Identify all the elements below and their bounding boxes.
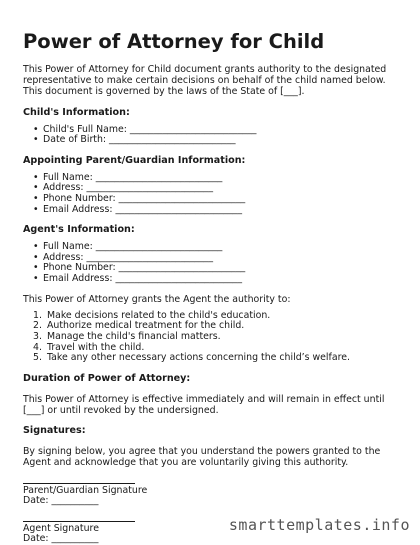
document-title: Power of Attorney for Child bbox=[23, 30, 325, 53]
list-text: Take any other necessary actions concerning the child’s welfare. bbox=[46, 352, 350, 364]
signature-line bbox=[23, 483, 135, 484]
agent-info-heading: Agent's Information: bbox=[23, 224, 135, 236]
list-item: • Full Name: ___________________________ bbox=[33, 173, 395, 184]
list-number: 2. bbox=[33, 320, 42, 332]
parent-info-list bbox=[23, 173, 395, 215]
document-page bbox=[23, 30, 395, 545]
list-text: Make decisions related to the child's education. bbox=[46, 309, 271, 321]
list-number: 4. bbox=[33, 341, 42, 353]
list-number: 1. bbox=[33, 309, 42, 321]
agent-signature-label: Agent Signature bbox=[23, 522, 99, 534]
watermark: smarttemplates.info bbox=[228, 516, 410, 534]
signatures-heading: Signatures: bbox=[23, 425, 86, 437]
list-item: • Child's Full Name: ___________________________ bbox=[33, 125, 395, 136]
list-number: 5. bbox=[33, 352, 42, 364]
parent-date-label: Date: __________ bbox=[23, 495, 99, 507]
list-item: • Phone Number: ___________________________ bbox=[33, 194, 395, 205]
parent-signature-label: Parent/Guardian Signature bbox=[23, 484, 148, 496]
child-info-heading: Child's Information: bbox=[23, 106, 130, 118]
list-item: • Email Address: ___________________________ bbox=[33, 274, 395, 285]
list-item: • Address: ___________________________ bbox=[33, 183, 395, 194]
list-item: • Full Name: ___________________________ bbox=[33, 242, 395, 253]
agent-info-list bbox=[23, 242, 395, 284]
list-number: 3. bbox=[33, 330, 42, 342]
list-text: Manage the child's financial matters. bbox=[46, 330, 221, 342]
duration-paragraph: This Power of Attorney is effective immediately and will remain in effect until [___] or until revoked by the undersigned. bbox=[23, 393, 385, 416]
parent-info-heading: Appointing Parent/Guardian Information: bbox=[23, 154, 246, 166]
signature-line bbox=[23, 521, 135, 522]
list-item: • Email Address: ___________________________ bbox=[33, 205, 395, 216]
list-text: Authorize medical treatment for the child. bbox=[46, 320, 245, 332]
duration-heading: Duration of Power of Attorney: bbox=[23, 372, 191, 384]
list-item: • Phone Number: ___________________________ bbox=[33, 263, 395, 274]
list-item: • Address: ___________________________ bbox=[33, 253, 395, 264]
list-item: • Date of Birth: ___________________________ bbox=[33, 135, 395, 146]
agent-date-label: Date: __________ bbox=[23, 533, 99, 545]
intro-paragraph: This Power of Attorney for Child document grants authority to the designated representative to make certain decisions on behalf of the child named below. This document is governed by the laws of the State of [___]. bbox=[23, 64, 387, 98]
child-info-list bbox=[23, 125, 395, 146]
list-item bbox=[33, 353, 395, 364]
list-text: Travel with the child. bbox=[46, 341, 145, 353]
signatures-paragraph: By signing below, you agree that you understand the powers granted to the Agent and acknowledge that you are voluntarily giving this authority. bbox=[23, 446, 381, 469]
parent-signature-block bbox=[23, 483, 395, 507]
authority-paragraph: This Power of Attorney grants the Agent the authority to: bbox=[23, 293, 291, 305]
authority-list bbox=[23, 311, 395, 364]
